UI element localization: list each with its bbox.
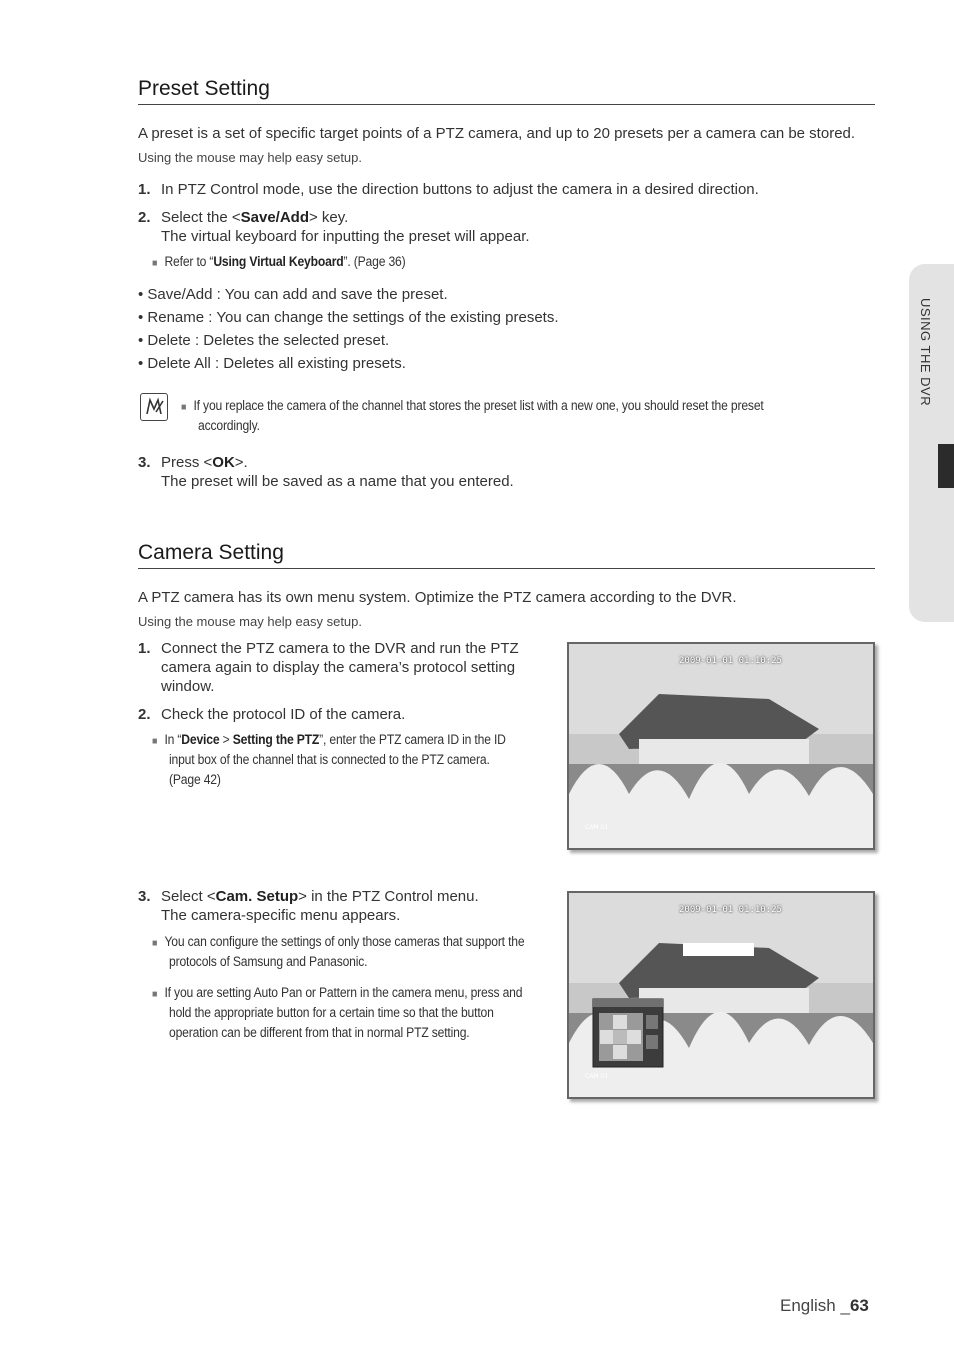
preset-bullet: • Save/Add : You can add and save the preset. — [138, 286, 448, 303]
preset-bullet: • Delete All : Deletes all existing presets. — [138, 355, 406, 372]
step-text: Select < — [161, 888, 216, 905]
camera-step-3-detail: The camera-specific menu appears. — [161, 907, 401, 924]
preset-bullet: • Rename : You can change the settings of the existing presets. — [138, 309, 559, 326]
step-text: >. — [234, 454, 248, 471]
note-text: You can configure the settings of only those cameras that support the — [164, 934, 525, 949]
note-text: > — [219, 732, 233, 747]
note-text-bold: Device — [181, 732, 220, 747]
preset-intro: A preset is a set of specific target points of a PTZ camera, and up to 20 presets per a camera can be stored. — [138, 125, 856, 142]
page-footer — [780, 1296, 869, 1316]
camera-step-2-note — [152, 730, 506, 752]
camera-step-3-note-a — [152, 932, 524, 954]
camera-setting-heading: Camera Setting — [138, 541, 875, 569]
camera-step-3-note-b — [152, 983, 522, 1005]
camera-step-3 — [138, 887, 479, 906]
step-number: 3. — [138, 888, 151, 905]
protocol-setting-screenshot — [567, 642, 875, 850]
camera-intro: A PTZ camera has its own menu system. Optimize the PTZ camera according to the DVR. — [138, 589, 737, 606]
preset-bullet: • Delete : Deletes the selected preset. — [138, 332, 390, 349]
square-bullet-icon: ■ — [152, 989, 158, 1000]
cam-setup-screenshot — [567, 891, 875, 1099]
preset-step-2-detail: The virtual keyboard for inputting the preset will appear. — [161, 228, 530, 245]
camera-step-2-note-line: (Page 42) — [169, 772, 221, 787]
step-text: Select the < — [161, 209, 241, 226]
camera-step-3-note-a-line: protocols of Samsung and Panasonic. — [169, 954, 368, 969]
side-tab-label: USING THE DVR — [918, 298, 933, 407]
pavilion-fountain-image — [569, 644, 873, 848]
step-number: 2. — [138, 706, 151, 723]
step-text: Press < — [161, 454, 213, 471]
preset-step-3-detail: The preset will be saved as a name that you entered. — [161, 473, 514, 490]
step-text: Check the protocol ID of the camera. — [161, 706, 406, 723]
step-number: 3. — [138, 454, 151, 471]
preset-step-1 — [138, 180, 759, 199]
camera-step-3-note-b-line: operation can be different from that in normal PTZ setting. — [169, 1025, 470, 1040]
camera-hint: Using the mouse may help easy setup. — [138, 614, 363, 629]
step-number: 1. — [138, 181, 151, 198]
save-add-key: Save/Add — [240, 209, 309, 226]
note-text: ”. (Page 36) — [343, 254, 406, 269]
note-text-bold: Setting the PTZ — [232, 732, 320, 747]
note-text: If you are setting Auto Pan or Pattern in the camera menu, press and — [164, 985, 523, 1000]
step-text: > in the PTZ Control menu. — [298, 888, 479, 905]
preset-step-2 — [138, 208, 348, 227]
preset-ref-note — [152, 252, 405, 274]
camera-label: CAM 01 — [585, 824, 609, 831]
pavilion-fountain-image — [569, 893, 873, 1097]
ok-key: OK — [212, 454, 235, 471]
menu-highlight — [683, 943, 754, 956]
step-text: > key. — [309, 209, 349, 226]
step-text: Connect the PTZ camera to the DVR and run the PTZ — [161, 640, 519, 657]
square-bullet-icon: ■ — [152, 258, 158, 269]
note-text: In “ — [164, 732, 182, 747]
cam-setup-key: Cam. Setup — [215, 888, 299, 905]
camera-step-1-line: window. — [161, 678, 215, 695]
camera-step-2 — [138, 705, 405, 724]
memo-icon — [140, 393, 168, 421]
camera-step-3-note-b-line: hold the appropriate button for a certain time so that the button — [169, 1005, 494, 1020]
preset-memo-note-line2: accordingly. — [198, 418, 260, 433]
preset-setting-heading: Preset Setting — [138, 77, 875, 105]
side-tab-marker — [938, 444, 954, 488]
preset-memo-note — [181, 396, 764, 418]
square-bullet-icon: ■ — [152, 736, 158, 747]
note-text: ”, enter the PTZ camera ID in the ID — [319, 732, 506, 747]
camera-label: CAM 01 — [585, 1073, 609, 1080]
square-bullet-icon: ■ — [152, 938, 158, 949]
step-number: 1. — [138, 640, 151, 657]
footer-language: English _ — [780, 1296, 850, 1315]
ptz-control-panel — [593, 999, 663, 1067]
step-text: In PTZ Control mode, use the direction buttons to adjust the camera in a desired direction. — [161, 181, 759, 198]
page-number: 63 — [849, 1296, 869, 1315]
preset-hint: Using the mouse may help easy setup. — [138, 150, 363, 165]
note-text: Refer to “ — [164, 254, 214, 269]
note-text: If you replace the camera of the channel that stores the preset list with a new one, you should reset the preset — [193, 398, 764, 413]
camera-step-1 — [138, 639, 519, 658]
step-number: 2. — [138, 209, 151, 226]
timestamp: 2009-01-01 01:10:25 — [679, 905, 782, 915]
note-text-bold: Using Virtual Keyboard — [213, 254, 344, 269]
camera-step-1-line: camera again to display the camera’s protocol setting — [161, 659, 516, 676]
square-bullet-icon: ■ — [181, 402, 187, 413]
camera-step-2-note-line: input box of the channel that is connected to the PTZ camera. — [169, 752, 490, 767]
preset-step-3 — [138, 453, 248, 472]
timestamp: 2009-01-01 01:10:25 — [679, 656, 782, 666]
